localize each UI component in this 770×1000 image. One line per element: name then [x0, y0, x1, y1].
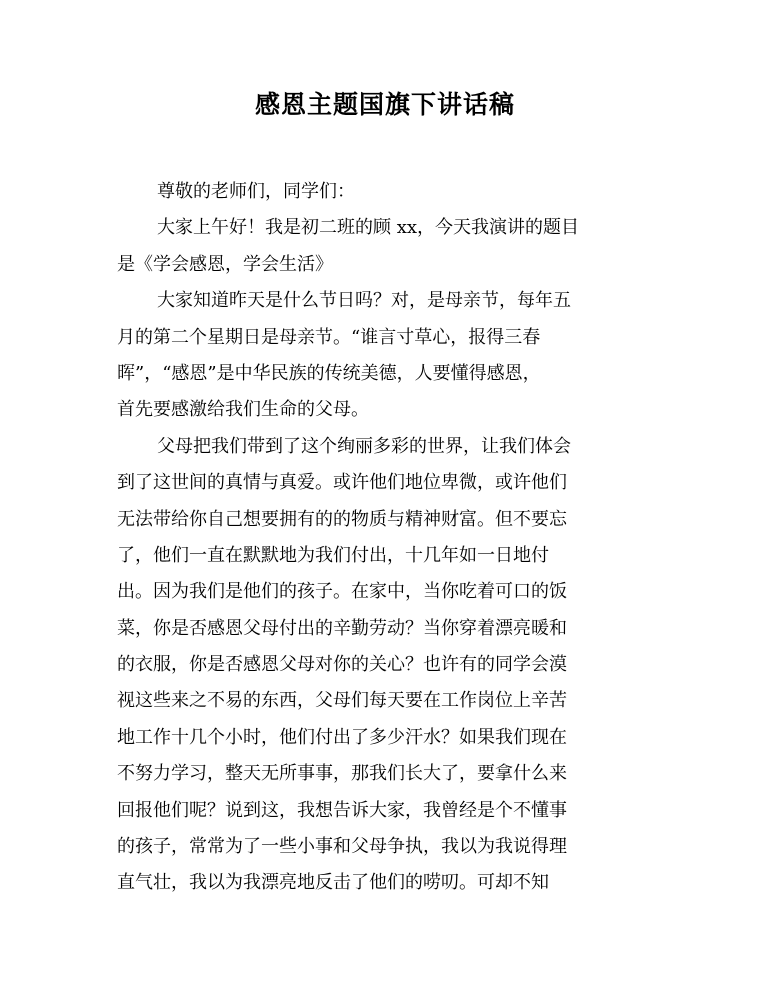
- text-line: 出。因为我们是他们的孩子。在家中，当你吃着可口的饭: [117, 581, 567, 603]
- text-line: 不努力学习，整天无所事事，那我们长大了，要拿什么来: [117, 763, 567, 785]
- document-body: [117, 174, 637, 902]
- text-line: 大家上午好！我是初二班的顾 xx，今天我演讲的题目: [157, 217, 580, 239]
- text-line: 到了这世间的真情与真爱。或许他们地位卑微，或许他们: [117, 472, 567, 494]
- document-title: 感恩主题国旗下讲话稿: [254, 90, 515, 119]
- text-line: 视这些来之不易的东西，父母们每天要在工作岗位上辛苦: [117, 690, 567, 712]
- text-line: 菜，你是否感恩父母付出的辛勤劳动？当你穿着漂亮暖和: [117, 617, 567, 639]
- text-line: 晖”，“感恩”是中华民族的传统美德，人要懂得感恩，: [117, 362, 541, 384]
- text-line: 无法带给你自己想要拥有的的物质与精神财富。但不要忘: [117, 508, 567, 530]
- text-line: 的孩子，常常为了一些小事和父母争执，我以为我说得理: [117, 836, 567, 858]
- text-line: 月的第二个星期日是母亲节。“谁言寸草心，报得三春: [117, 326, 541, 348]
- text-line: 直气壮，我以为我漂亮地反击了他们的唠叨。可却不知: [117, 872, 549, 894]
- text-line: 回报他们呢？说到这，我想告诉大家，我曾经是个不懂事: [117, 799, 567, 821]
- text-line: 了，他们一直在默默地为我们付出，十几年如一日地付: [117, 544, 549, 566]
- text-line: 的衣服，你是否感恩父母对你的关心？也许有的同学会漠: [117, 654, 567, 676]
- text-line: 是《学会感恩，学会生活》: [117, 253, 333, 275]
- text-line: 父母把我们带到了这个绚丽多彩的世界，让我们体会: [157, 435, 571, 457]
- text-line-greeting: 尊敬的老师们，同学们：: [157, 181, 355, 202]
- text-line: 地工作十几个小时，他们付出了多少汗水？如果我们现在: [117, 726, 567, 748]
- text-line: 首先要感激给我们生命的父母。: [117, 399, 369, 421]
- text-line: 大家知道昨天是什么节日吗？对，是母亲节，每年五: [157, 290, 571, 312]
